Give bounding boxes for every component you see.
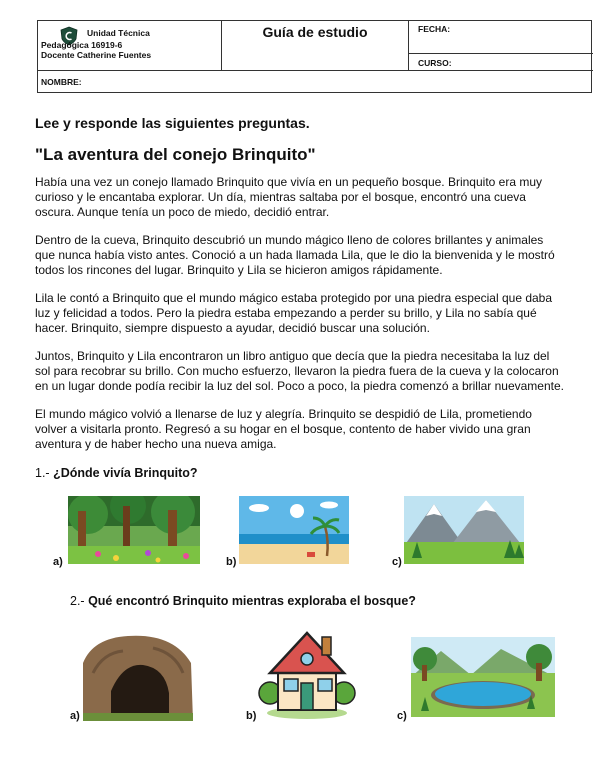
option-label: c): [392, 556, 402, 568]
question-text: ¿Dónde vivía Brinquito?: [53, 466, 198, 480]
story-paragraph: Juntos, Brinquito y Lila encontraron un libro antiguo que decía que la piedra necesitaba la luz del sol para recobrar su brillo. Con mucho esfuerzo, llevaron la piedra fuera de la cueva y la colocaron en un lugar donde podía recibir la luz del sol. Poco a poco, la piedra comenzó a brillar nuevamente.: [35, 349, 564, 393]
instructions: Lee y responde las siguientes preguntas.: [35, 115, 310, 131]
school-code: Pedagógica 16919-6: [41, 40, 123, 50]
fecha-label: FECHA:: [418, 24, 451, 34]
teacher-name: Docente Catherine Fuentes: [41, 50, 152, 60]
story-paragraph: El mundo mágico volvió a llenarse de luz y alegría. Brinquito se despidió de Lila, prometiendo volver a visitarla pronto. Regresó a su hogar en el bosque, contento de haber vivido una gran aventura y de haber hecho una nueva amiga.: [35, 407, 532, 451]
story-title: "La aventura del conejo Brinquito": [35, 145, 316, 164]
question-2: [70, 594, 416, 608]
house-image[interactable]: [258, 623, 356, 721]
story-paragraph: Lila le contó a Brinquito que el mundo mágico estaba protegido por una piedra especial que daba luz y felicidad a todos. Pero la piedra estaba empezando a perder su brillo, y Lila no sabía qué hacer. Brinquito, siempre dispuesto a ayudar, decidió buscar una solución.: [35, 291, 553, 335]
school-name: Unidad Técnica: [87, 28, 150, 38]
question-text: Qué encontró Brinquito mientras exploraba el bosque?: [88, 594, 416, 608]
nombre-label: NOMBRE:: [41, 77, 82, 87]
question-number: 1.-: [35, 466, 50, 480]
option-label: a): [70, 710, 80, 722]
beach-image[interactable]: [239, 496, 349, 564]
fecha-field[interactable]: [409, 21, 593, 54]
question-1: [35, 466, 198, 480]
header-table: [37, 20, 592, 93]
option-label: c): [397, 710, 407, 722]
story-paragraph: Dentro de la cueva, Brinquito descubrió un mundo mágico lleno de colores brillantes y animales que nunca había visto antes. Conoció a un hada llamada Lila, que le dio la bienvenida y le mostró todos los rincones del lugar. Brinquito y Lila se hicieron amigos rápidamente.: [35, 233, 555, 277]
option-label: b): [246, 710, 257, 722]
story-paragraph: Había una vez un conejo llamado Brinquito que vivía en un pequeño bosque. Brinquito era muy curioso y le encantaba explorar. Un día, mientras saltaba por el bosque, encontró una cueva oscura. Aunque tenía un poco de miedo, decidió entrar.: [35, 175, 543, 219]
option-label: a): [53, 556, 63, 568]
mountains-image[interactable]: [404, 496, 524, 564]
title-cell: [222, 21, 409, 71]
curso-field[interactable]: [409, 54, 593, 71]
forest-image[interactable]: [68, 496, 200, 564]
curso-label: CURSO:: [418, 58, 452, 68]
story-text: [35, 175, 565, 465]
nombre-field[interactable]: [38, 71, 593, 94]
school-cell: [38, 21, 222, 71]
cave-image[interactable]: [83, 633, 193, 721]
date-course-cell: [409, 21, 593, 71]
option-label: b): [226, 556, 237, 568]
question-number: 2.-: [70, 594, 85, 608]
lake-image[interactable]: [411, 637, 555, 717]
page-title: Guía de estudio: [262, 24, 368, 40]
